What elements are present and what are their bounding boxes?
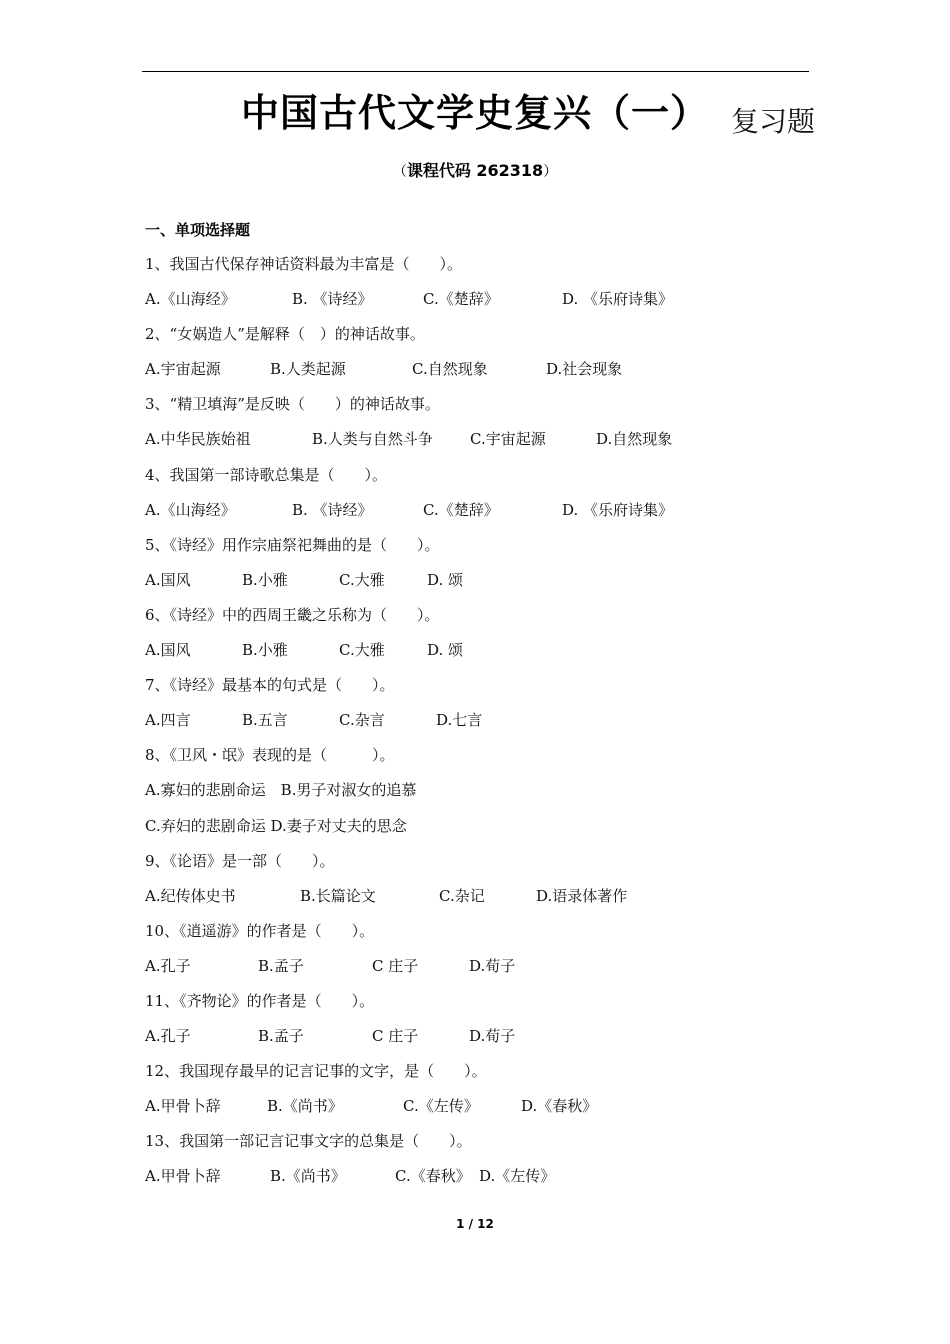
option-a: A.国风 <box>145 570 191 589</box>
option-a: A.国风 <box>145 641 191 660</box>
option-row <box>145 357 825 392</box>
option-row <box>145 287 825 322</box>
option-c: C.《春秋》 <box>395 1167 471 1186</box>
option-row <box>145 568 825 603</box>
option-row <box>145 708 825 743</box>
option-d: D.语录体著作 <box>536 886 628 905</box>
question-stem: 6、《诗经》中的西周王畿之乐称为（ ）。 <box>145 605 440 624</box>
option-row <box>145 427 825 462</box>
option-row <box>145 1024 825 1059</box>
option-a: A.《山海经》 <box>145 290 236 309</box>
option-c: C.《楚辞》 <box>423 290 499 309</box>
option-b: B.《尚书》 <box>267 1097 343 1116</box>
option-row <box>145 638 825 673</box>
option-a: A.甲骨卜辞 <box>145 1167 221 1186</box>
question-stem: 5、《诗经》用作宗庙祭祀舞曲的是（ ）。 <box>145 535 440 554</box>
option-b: B.小雅 <box>242 641 288 660</box>
option-d: D.《春秋》 <box>521 1097 598 1116</box>
option-d: D.七言 <box>436 711 483 730</box>
course-code <box>0 158 950 181</box>
section-heading: 一、单项选择题 <box>145 221 251 239</box>
option-row <box>145 1094 825 1129</box>
option-a: A.孔子 <box>145 1027 191 1046</box>
option-c: C.杂言 <box>339 711 385 730</box>
option-d: D.社会现象 <box>546 360 623 379</box>
option-d: D. 颂 <box>427 570 464 589</box>
option-a: A.宇宙起源 <box>145 360 221 379</box>
option-c: C 庄子 <box>372 956 419 975</box>
document-title: 中国古代文学史复兴（一） <box>240 91 709 135</box>
question-stem: 13、我国第一部记言记事文字的总集是（ ）。 <box>145 1132 472 1151</box>
option-row <box>145 884 825 919</box>
option-row <box>145 498 825 533</box>
page-indicator: 1 / 12 <box>456 1217 494 1231</box>
option-d: D. 颂 <box>427 641 464 660</box>
option-b: B.小雅 <box>242 570 288 589</box>
course-code-open-paren: （ <box>392 164 407 180</box>
option-row <box>145 1164 825 1199</box>
option-c: C 庄子 <box>372 1027 419 1046</box>
header-rule <box>142 71 809 72</box>
option-c: C.自然现象 <box>412 360 488 379</box>
option-b: B.五言 <box>242 711 288 730</box>
document-subtitle: 复习题 <box>731 105 816 138</box>
option-c: C.杂记 <box>439 886 485 905</box>
option-c: C.大雅 <box>339 570 385 589</box>
option-d: D. 《乐府诗集》 <box>562 500 674 519</box>
option-row: A.寡妇的悲剧命运 B.男子对淑女的追慕 <box>145 781 417 800</box>
option-a: A.孔子 <box>145 956 191 975</box>
question-stem: 3、“精卫填海”是反映（ ）的神话故事。 <box>145 395 440 414</box>
question-stem: 12、我国现存最早的记言记事的文字，是（ ）。 <box>145 1062 487 1081</box>
option-c: C.《楚辞》 <box>423 500 499 519</box>
course-code-text: 课程代码 262318 <box>406 161 544 180</box>
option-b: B.人类起源 <box>270 360 346 379</box>
option-a: A.甲骨卜辞 <box>145 1097 221 1116</box>
option-row: C.弃妇的悲剧命运 D.妻子对丈夫的思念 <box>145 816 407 835</box>
option-c: C.宇宙起源 <box>470 430 546 449</box>
question-stem: 2、“女娲造人”是解释（ ）的神话故事。 <box>145 325 425 344</box>
option-c: C.《左传》 <box>403 1097 479 1116</box>
option-d: D.《左传》 <box>479 1167 556 1186</box>
question-stem: 8、《卫风・氓》表现的是（ ）。 <box>145 746 395 765</box>
option-b: B.《尚书》 <box>270 1167 346 1186</box>
question-list <box>145 252 825 1200</box>
question-stem: 9、《论语》是一部（ ）。 <box>145 851 335 870</box>
option-a: A.纪传体史书 <box>145 886 236 905</box>
option-row <box>145 954 825 989</box>
option-c: C.大雅 <box>339 641 385 660</box>
option-b: B. 《诗经》 <box>292 500 373 519</box>
option-a: A.《山海经》 <box>145 500 236 519</box>
option-b: B. 《诗经》 <box>292 290 373 309</box>
question-stem: 7、《诗经》最基本的句式是（ ）。 <box>145 676 395 695</box>
option-d: D.荀子 <box>469 956 516 975</box>
option-b: B.人类与自然斗争 <box>312 430 433 449</box>
option-d: D.自然现象 <box>596 430 673 449</box>
option-b: B.孟子 <box>258 1027 304 1046</box>
question-stem: 1、我国古代保存神话资料最为丰富是（ ）。 <box>145 255 463 273</box>
option-a: A.四言 <box>145 711 191 730</box>
option-b: B.孟子 <box>258 956 304 975</box>
question-stem: 4、我国第一部诗歌总集是（ ）。 <box>145 465 388 484</box>
option-d: D.荀子 <box>469 1027 516 1046</box>
question-stem: 10、《逍遥游》的作者是（ ）。 <box>145 921 375 940</box>
option-a: A.中华民族始祖 <box>145 430 251 449</box>
option-b: B.长篇论文 <box>300 886 376 905</box>
question-stem: 11、《齐物论》的作者是（ ）。 <box>145 991 375 1010</box>
option-d: D. 《乐府诗集》 <box>562 290 674 309</box>
course-code-close-paren: ） <box>543 164 558 180</box>
